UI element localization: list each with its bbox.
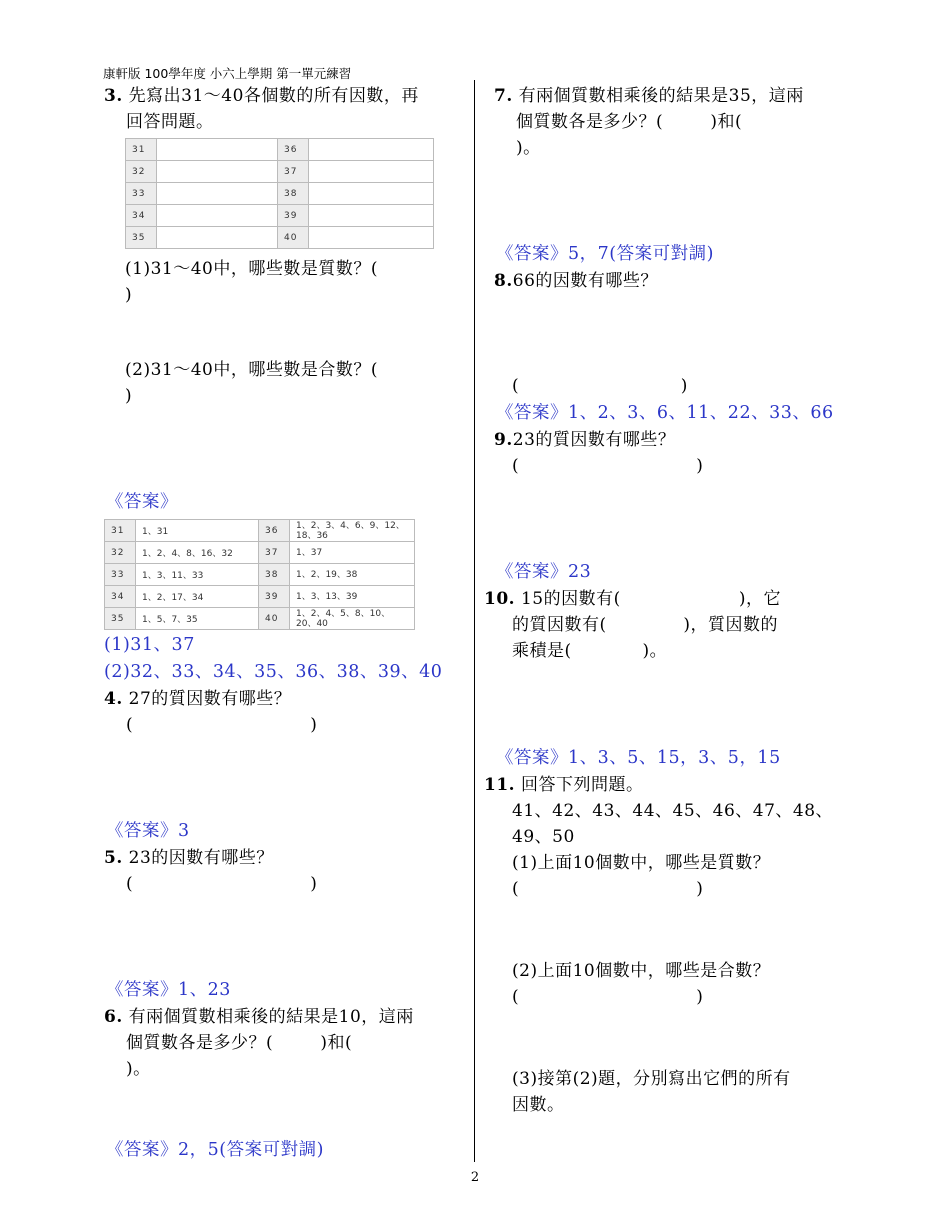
answer-blank[interactable]: ( ) (512, 987, 704, 1007)
number-cell: 37 (259, 542, 290, 564)
answer-6: 《答案》2，5(答案可對調) (106, 1140, 324, 1160)
factor-blank-cell[interactable] (309, 227, 434, 249)
question-text: (1)31～40中，哪些數是質數？( (125, 259, 378, 279)
question-number: 8. (494, 271, 513, 291)
question-text: )。 (516, 138, 541, 158)
question-3 (104, 83, 419, 135)
factor-cell: 1、31 (136, 520, 259, 542)
question-number: 7. (494, 86, 513, 106)
factor-cell: 1、2、17、34 (136, 586, 259, 608)
answer-blank[interactable]: ( ) (126, 715, 318, 735)
number-cell: 35 (126, 227, 157, 249)
factor-blank-cell[interactable] (157, 139, 278, 161)
factor-table-blank (125, 138, 434, 249)
table-row (105, 586, 415, 608)
number-cell: 39 (278, 205, 309, 227)
table-row (126, 161, 434, 183)
question-11-sub-3 (512, 1066, 791, 1118)
table-row (126, 139, 434, 161)
question-text: 有兩個質數相乘後的結果是35，這兩 (518, 86, 804, 106)
factor-blank-cell[interactable] (309, 205, 434, 227)
question-9 (494, 427, 703, 479)
question-number: 4. (104, 689, 123, 709)
factor-cell: 1、2、4、8、16、32 (136, 542, 259, 564)
factor-blank-cell[interactable] (309, 139, 434, 161)
factor-cell: 1、3、13、39 (290, 586, 415, 608)
question-text: (1)上面10個數中，哪些是質數？ (512, 853, 771, 873)
question-number: 3. (104, 86, 123, 106)
factor-blank-cell[interactable] (309, 161, 434, 183)
question-text: 有兩個質數相乘後的結果是10，這兩 (128, 1007, 414, 1027)
number-cell: 38 (278, 183, 309, 205)
question-8 (494, 268, 658, 294)
question-5 (104, 845, 317, 897)
question-3-sub-1 (125, 256, 378, 308)
question-text: 27的質因數有哪些？ (128, 689, 292, 709)
answer-5: 《答案》1、23 (106, 980, 231, 1000)
factor-table-answer (104, 519, 415, 630)
factor-cell: 1、2、3、4、6、9、12、18、36 (290, 520, 415, 542)
question-11-sub-2 (512, 958, 770, 1010)
answer-9: 《答案》23 (496, 562, 592, 582)
question-text: 回答下列問題。 (520, 775, 644, 795)
number-list: 41、42、43、44、45、46、47、48、 (512, 801, 834, 821)
question-text: 回答問題。 (126, 112, 214, 132)
question-3-sub-2 (125, 357, 378, 409)
number-cell: 38 (259, 564, 290, 586)
table-row (105, 608, 415, 630)
table-row (126, 227, 434, 249)
number-cell: 32 (126, 161, 157, 183)
question-4 (104, 686, 317, 738)
number-cell: 31 (105, 520, 136, 542)
question-text: 先寫出31～40各個數的所有因數，再 (128, 86, 419, 106)
answer-8: 《答案》1、2、3、6、11、22、33、66 (496, 403, 834, 423)
question-text: (2)上面10個數中，哪些是合數？ (512, 961, 771, 981)
factor-blank-cell[interactable] (157, 205, 278, 227)
table-row (126, 183, 434, 205)
answer-label: 《答案》 (106, 492, 178, 512)
question-number: 11. (484, 775, 516, 795)
number-cell: 32 (105, 542, 136, 564)
answer-blank[interactable]: ( ) (126, 874, 318, 894)
question-text: ) (125, 285, 133, 305)
factor-cell: 1、5、7、35 (136, 608, 259, 630)
number-cell: 33 (105, 564, 136, 586)
question-text: 66的因數有哪些？ (512, 271, 658, 291)
answer-blank[interactable]: ( ) (512, 376, 688, 396)
question-10 (484, 586, 781, 664)
answer-7: 《答案》5，7(答案可對調) (496, 244, 714, 264)
page-header: 康軒版 100學年度 小六上學期 第一單元練習 (103, 66, 352, 81)
question-number: 5. (104, 848, 123, 868)
question-6 (104, 1004, 414, 1082)
question-number: 6. (104, 1007, 123, 1027)
number-cell: 33 (126, 183, 157, 205)
factor-cell: 1、37 (290, 542, 415, 564)
question-text: 個質數各是多少？( )和( (516, 112, 743, 132)
number-cell: 37 (278, 161, 309, 183)
question-number: 9. (494, 430, 513, 450)
number-cell: 36 (278, 139, 309, 161)
table-row (105, 542, 415, 564)
factor-blank-cell[interactable] (157, 161, 278, 183)
number-cell: 31 (126, 139, 157, 161)
factor-blank-cell[interactable] (157, 183, 278, 205)
question-text: 因數。 (512, 1095, 565, 1115)
question-text: 的質因數有( )，質因數的 (512, 615, 779, 635)
number-list: 49、50 (512, 827, 575, 847)
answer-blank[interactable]: ( ) (512, 879, 704, 899)
question-text: (2)31～40中，哪些數是合數？( (125, 360, 378, 380)
answer-4: 《答案》3 (106, 821, 190, 841)
answer-3-2: (2)32、33、34、35、36、38、39、40 (104, 662, 443, 682)
factor-blank-cell[interactable] (157, 227, 278, 249)
question-text: ) (125, 386, 133, 406)
question-text: 乘積是( )。 (512, 641, 668, 661)
question-text: (3)接第(2)題，分別寫出它們的所有 (512, 1069, 791, 1089)
number-cell: 36 (259, 520, 290, 542)
number-cell: 39 (259, 586, 290, 608)
question-7 (494, 83, 804, 161)
factor-cell: 1、2、19、38 (290, 564, 415, 586)
answer-3-1: (1)31、37 (104, 635, 195, 655)
answer-blank[interactable]: ( ) (512, 456, 704, 476)
answer-10: 《答案》1、3、5、15，3、5，15 (496, 748, 781, 768)
question-number: 10. (484, 589, 516, 609)
number-cell: 34 (126, 205, 157, 227)
column-divider (474, 80, 475, 1162)
table-row (105, 520, 415, 542)
number-cell: 35 (105, 608, 136, 630)
number-cell: 34 (105, 586, 136, 608)
question-text: 個質數各是多少？( )和( (126, 1033, 353, 1053)
question-text: )。 (126, 1059, 151, 1079)
number-cell: 40 (278, 227, 309, 249)
question-text: 23的因數有哪些？ (128, 848, 274, 868)
factor-cell: 1、3、11、33 (136, 564, 259, 586)
table-row (126, 205, 434, 227)
question-11 (484, 772, 833, 902)
page-number: 2 (470, 1170, 480, 1185)
question-text: 23的質因數有哪些？ (512, 430, 676, 450)
factor-cell: 1、2、4、5、8、10、20、40 (290, 608, 415, 630)
table-row (105, 564, 415, 586)
question-text: 15的因數有( )，它 (520, 589, 781, 609)
number-cell: 40 (259, 608, 290, 630)
factor-blank-cell[interactable] (309, 183, 434, 205)
